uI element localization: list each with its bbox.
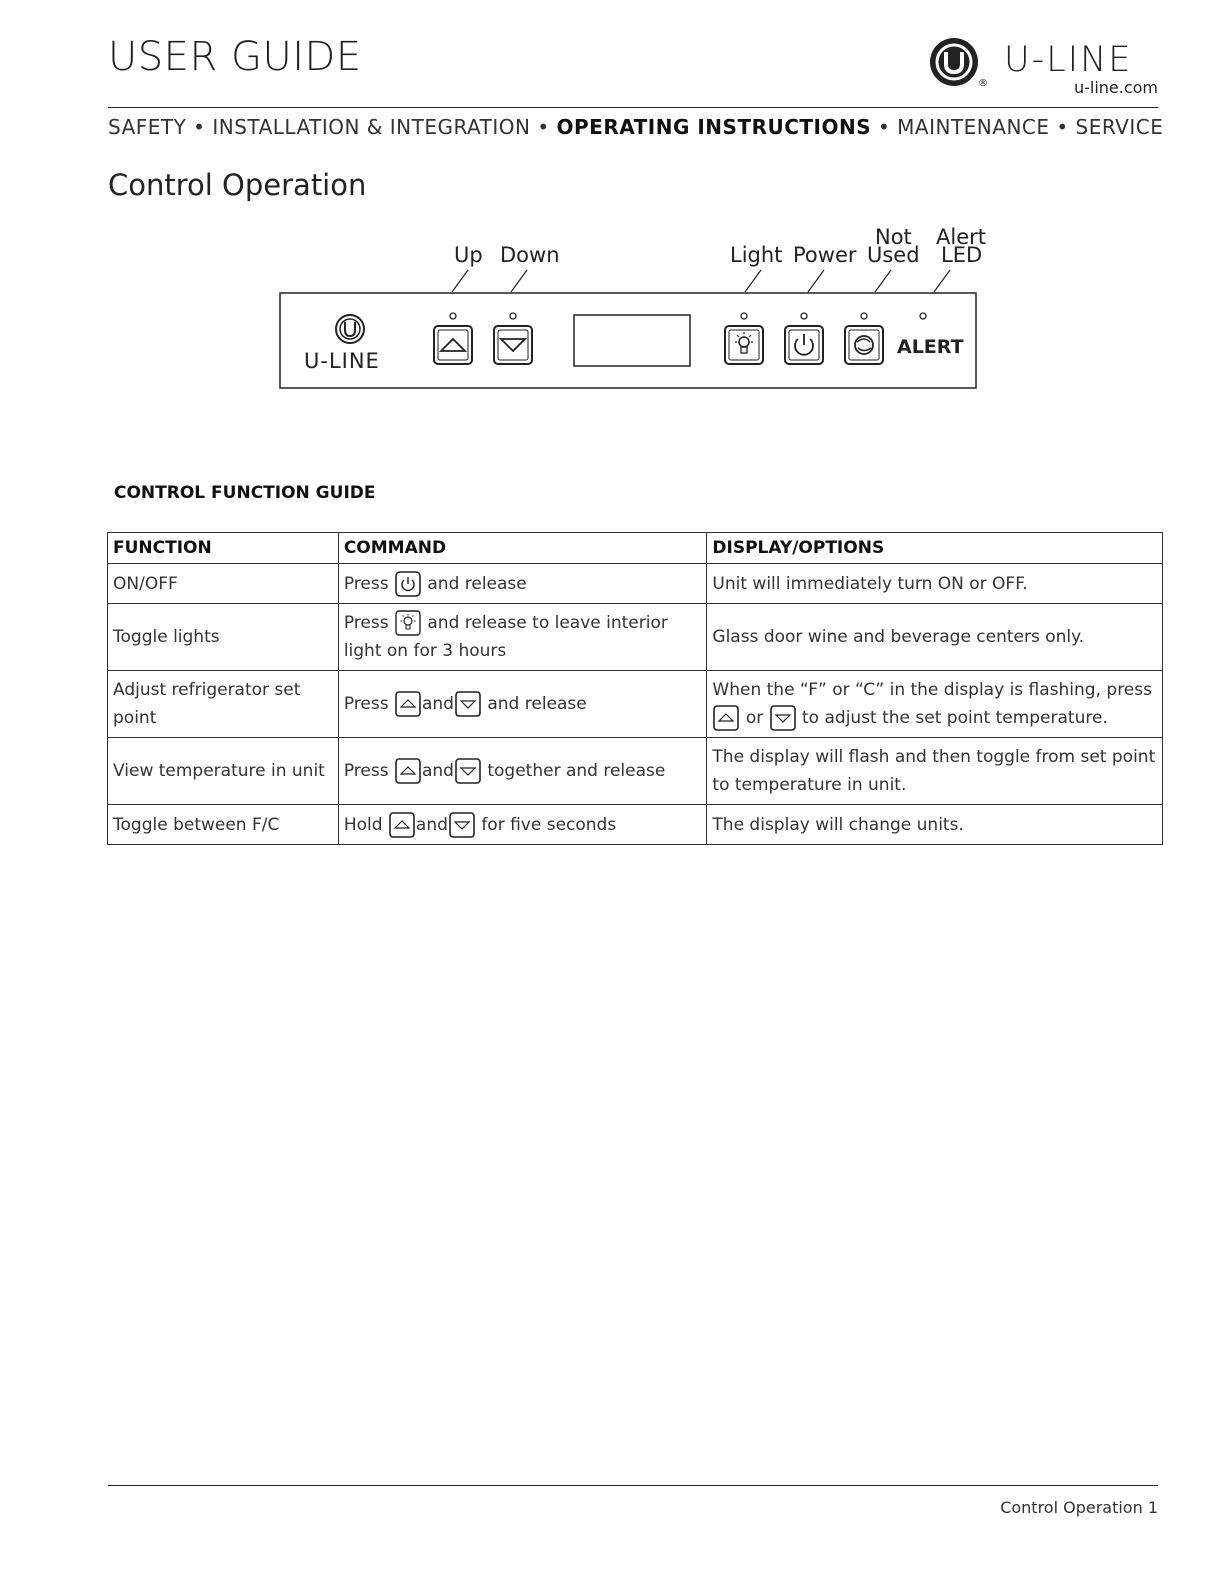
display-cell: The display will flash and then toggle from set point to temperature in unit. — [707, 738, 1163, 805]
alert-led — [920, 313, 926, 319]
function-cell: Adjust refrigerator set point — [108, 671, 339, 738]
label-not-used-2: Used — [867, 243, 920, 267]
display-cell: The display will change units. — [707, 805, 1163, 845]
function-cell: Toggle lights — [108, 604, 339, 671]
table-header-row — [108, 533, 1163, 564]
function-cell: View temperature in unit — [108, 738, 339, 805]
table-row — [108, 604, 1163, 671]
nav-item[interactable]: INSTALLATION & INTEGRATION — [212, 115, 531, 139]
section-title: Control Operation — [108, 168, 367, 202]
panel-power-button[interactable] — [785, 326, 823, 364]
nav-item[interactable]: SERVICE — [1075, 115, 1164, 139]
function-cell: Toggle between F/C — [108, 805, 339, 845]
up-button-icon — [395, 758, 421, 784]
registered-mark: ® — [978, 78, 988, 89]
table-row — [108, 738, 1163, 805]
label-alert-led-1: Alert — [936, 225, 986, 249]
panel-light-button[interactable] — [725, 326, 763, 364]
brand-wordmark: U-LINE — [1004, 40, 1133, 80]
down-button-icon — [455, 758, 481, 784]
up-button-icon — [389, 812, 415, 838]
table-row — [108, 671, 1163, 738]
nav-item[interactable]: SAFETY — [108, 115, 187, 139]
display-cell: Glass door wine and beverage centers only. — [707, 604, 1163, 671]
display-cell: Unit will immediately turn ON or OFF. — [707, 564, 1163, 604]
light-button-icon — [395, 610, 421, 636]
label-alert-led-2: LED — [941, 243, 983, 267]
label-not-used-1: Not — [875, 225, 912, 249]
nav-separator: • — [186, 115, 213, 139]
header-rule — [108, 107, 1158, 108]
website-link[interactable]: u-line.com — [1073, 78, 1158, 97]
footer-rule — [108, 1485, 1158, 1486]
label-down: Down — [500, 243, 560, 267]
up-button-icon — [395, 691, 421, 717]
command-cell: Press and release — [338, 564, 707, 604]
panel-unused-button[interactable] — [845, 326, 883, 364]
panel-up-button[interactable] — [434, 326, 472, 364]
down-button-icon — [770, 705, 796, 731]
command-cell: Press and and release — [338, 671, 707, 738]
section-nav — [108, 115, 1163, 139]
up-button-icon — [713, 705, 739, 731]
control-function-table — [107, 532, 1163, 845]
document-title: USER GUIDE — [108, 34, 362, 80]
down-button-icon — [455, 691, 481, 717]
nav-separator: • — [530, 115, 557, 139]
column-header-display: DISPLAY/OPTIONS — [707, 533, 1163, 564]
nav-item[interactable]: MAINTENANCE — [897, 115, 1050, 139]
column-header-function: FUNCTION — [108, 533, 339, 564]
nav-separator: • — [1049, 115, 1076, 139]
panel-alert-text: ALERT — [897, 336, 964, 358]
function-cell: ON/OFF — [108, 564, 339, 604]
power-button-icon — [395, 571, 421, 597]
label-power: Power — [793, 243, 857, 267]
down-button-icon — [449, 812, 475, 838]
nav-item[interactable]: OPERATING INSTRUCTIONS — [556, 115, 872, 139]
table-row — [108, 805, 1163, 845]
command-cell: Press and together and release — [338, 738, 707, 805]
display-cell: When the “F” or “C” in the display is flashing, press or to adjust the set point temperature. — [707, 671, 1163, 738]
guide-heading: CONTROL FUNCTION GUIDE — [114, 483, 376, 503]
command-cell: Hold and for five seconds — [338, 805, 707, 845]
command-cell: Press and release to leave interior light on for 3 hours — [338, 604, 707, 671]
nav-separator: • — [871, 115, 898, 139]
panel-brand-text: U-LINE — [304, 349, 380, 373]
temperature-display — [574, 315, 690, 366]
page-footer: Control Operation 1 — [1000, 1498, 1158, 1517]
table-row — [108, 564, 1163, 604]
control-panel-diagram — [200, 222, 1020, 412]
panel-down-button[interactable] — [494, 326, 532, 364]
column-header-command: COMMAND — [338, 533, 707, 564]
label-up: Up — [454, 243, 483, 267]
label-light: Light — [730, 243, 783, 267]
